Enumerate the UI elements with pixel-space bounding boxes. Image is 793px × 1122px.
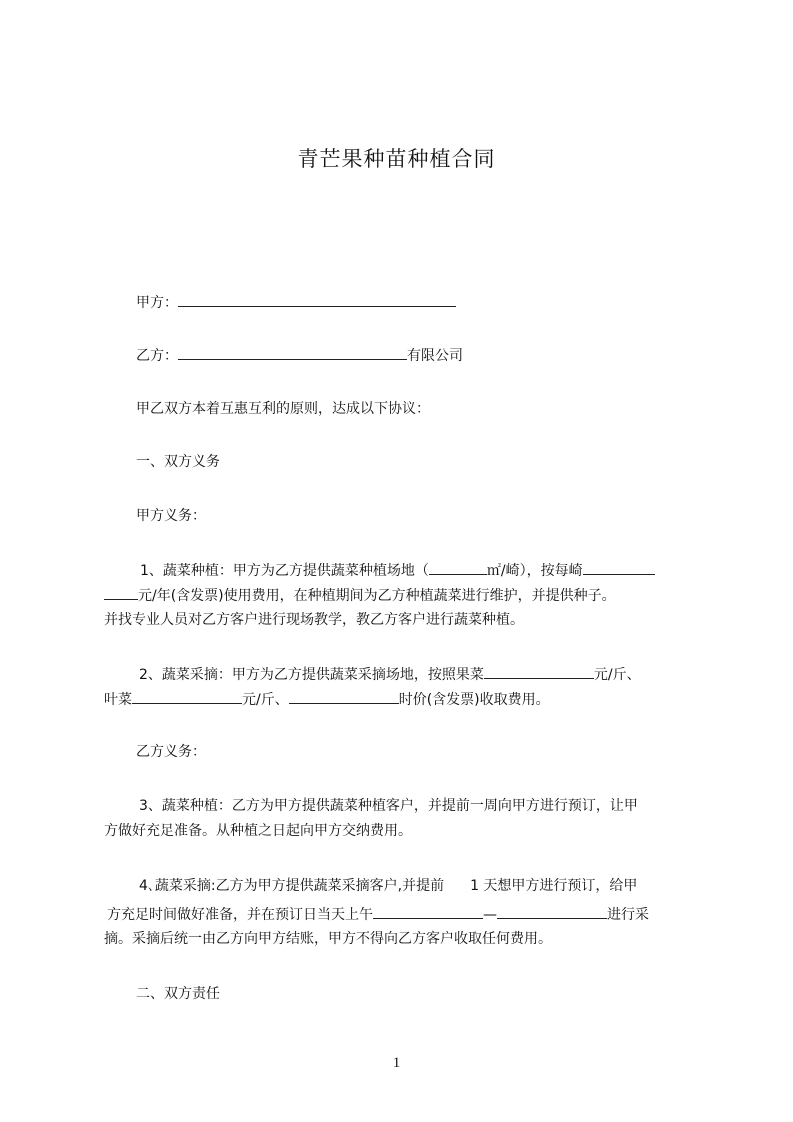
item4-dash: — <box>483 907 497 923</box>
item3-line1: 3、蔬菜种植：乙方为甲方提供蔬菜种植客户，并提前一周向甲方进行预订，让甲 <box>139 798 638 814</box>
item4-start-time-blank <box>373 903 483 919</box>
section1-heading: 一、双方义务 <box>136 454 220 470</box>
item1-line3: 并找专业人员对乙方客户进行现场教学，教乙方客户进行蔬菜种植。 <box>104 612 524 628</box>
party-b-suffix: 有限公司 <box>407 348 463 364</box>
item4-end-time-blank <box>497 903 607 919</box>
item4-text-a: 4､蔬菜采摘:乙方为甲方提供蔬菜采摘客户,并提前 <box>139 878 445 894</box>
item2-other-blank <box>289 688 399 704</box>
party-b-blank <box>178 344 407 360</box>
item4-line3: 摘。采摘后统一由乙方向甲方结账，甲方不得向乙方客户收取任何费用。 <box>104 931 552 947</box>
item4-text-b: 1 天想甲方进行预订，给甲 <box>470 878 638 894</box>
item2-text-b: 元/斤、 <box>593 667 641 683</box>
item4-line1 <box>139 876 637 896</box>
party-a-label: 甲方： <box>136 295 178 311</box>
item2-text-a: 2、蔬菜采摘：甲方为乙方提供蔬菜采摘场地，按照果菜 <box>139 667 484 683</box>
item2-line2 <box>104 688 550 710</box>
item1-text-b: ㎡/崎），按每崎 <box>486 563 583 579</box>
item1-text-c: 元/年(含发票)使用费用，在种植期间为乙方种植蔬菜进行维护，并提供种子。 <box>138 588 616 604</box>
item1-area-blank <box>429 559 487 575</box>
document-title: 青芒果种苗种植合同 <box>297 147 496 171</box>
item4-text-d: 进行采 <box>607 907 649 923</box>
section2-heading: 二、双方责任 <box>136 986 220 1002</box>
item2-leaf-blank <box>132 688 242 704</box>
intro-text: 甲乙双方本着互惠互利的原则，达成以下协议： <box>136 401 430 417</box>
party-b-line <box>136 344 463 366</box>
item1-price-blank-cont <box>104 584 138 600</box>
party-b-label: 乙方： <box>136 348 178 364</box>
item1-text-a: 1、蔬菜种植：甲方为乙方提供蔬菜种植场地（ <box>140 563 429 579</box>
party-a-blank <box>178 291 456 307</box>
party-b-duties-heading: 乙方义务： <box>136 744 206 760</box>
party-a-duties-heading: 甲方义务： <box>136 508 206 524</box>
item4-line2 <box>107 903 649 925</box>
item2-line1 <box>139 663 641 685</box>
item2-fruit-blank <box>484 663 594 679</box>
party-a-line <box>136 291 456 313</box>
page-number: 1 <box>392 1055 401 1071</box>
item1-line1 <box>140 559 655 581</box>
item4-text-c: 方充足时间做好准备，并在预订日当天上午 <box>107 907 373 923</box>
item2-leaf-label: 叶菜 <box>104 692 132 708</box>
item1-price-blank <box>583 559 655 575</box>
item2-text-d: 时价(含发票)收取费用。 <box>398 692 550 708</box>
item3-line2: 方做好充足准备。从种植之日起向甲方交纳费用。 <box>104 823 412 839</box>
item2-text-c: 元/斤、 <box>242 692 289 708</box>
item1-line2 <box>104 584 616 606</box>
